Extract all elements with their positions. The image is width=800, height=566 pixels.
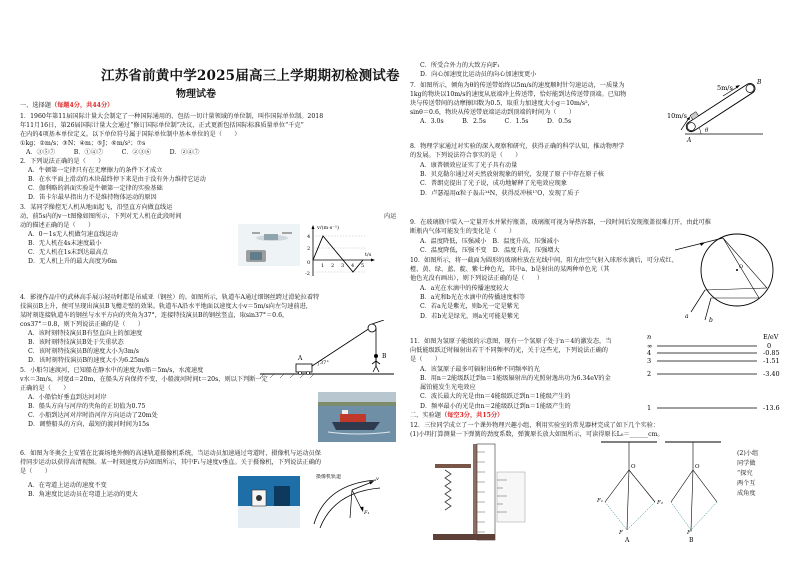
q9-options-cd: C．温度降低，压强不变 D．温度升高，压强增大 xyxy=(420,247,560,254)
q10-option-b: B．a光和b光在水滴中的传播速度相等 xyxy=(420,294,526,301)
q7-line3: 块与传送带间的动摩擦因数为0.5，取重力加速度大小g＝10m/s²， xyxy=(410,100,594,107)
q11-option-b-cont: 属铂能发生光电效应 xyxy=(420,384,476,391)
q6-v-label: v xyxy=(376,476,379,482)
conveyor-b: B xyxy=(757,79,762,86)
q7-line2: 1kg的物块以10m/s的速度从底端冲上传送带，恰好能到达传送带顶端。已知物 xyxy=(410,91,627,98)
q3-line2: 动，前5s内的v－t图像如图所示，下列对无人机在此段时间 xyxy=(20,213,182,220)
q4-pulley-figure xyxy=(258,320,396,382)
q3-option-d: D．无人机上升的最大高度为6m xyxy=(28,258,118,265)
q4-line1: 4．影视作品中的武林高手展示轻功时都是吊威亚（钢丝）的。如图所示，轨道车A通过细钢丝跨过滑轮拉着特 xyxy=(20,294,320,301)
drone-photo xyxy=(238,224,300,266)
q8-line1: 8．物理学家通过对实验的深入观察和研究，获得正确的科学认知，推动物理学 xyxy=(410,143,625,150)
q3-option-b: B．无人机在4s末速度最小 xyxy=(28,240,102,247)
force-b-o: O xyxy=(695,464,700,470)
q2-option-b: B．在水平面上滑动的木块最终停下来是由于没有外力维持它运动 xyxy=(28,176,206,183)
q6-track-diagram xyxy=(306,474,396,532)
force-experiment-figure xyxy=(595,440,725,544)
q8-option-d: D．卢瑟福用α粒子轰击¹⁴N，获得反冲核¹⁷O，发现了质子 xyxy=(420,190,580,197)
q4-line3: 某时刻连接轨道车的钢丝与水平方向的夹角为37°，连接特技演员B的钢丝竖直，取sin37°＝0.6， xyxy=(20,312,289,319)
q11-option-a: A．该氢原子最多可辐射出6种不同频率的光 xyxy=(420,366,540,373)
vt-xtick-4: 4 xyxy=(351,263,355,269)
q10-option-c: C．若a光是紫光，则b光一定是紫光 xyxy=(420,303,520,310)
q11-line3: 是（ ） xyxy=(410,356,441,363)
q11-line2: 向低能级跃迁时辐射出若干不同频率的光，关于这些光，下列说法正确的 xyxy=(410,347,608,354)
q4-option-b: B．该时刻特技演员B处于失重状态 xyxy=(28,339,124,346)
energy-e-label: E/eV xyxy=(763,333,779,341)
q12-side-line1: (2)小组 xyxy=(737,450,759,457)
q10-option-a: A．a光在水滴中的传播速度较大 xyxy=(420,285,509,292)
level-n-4: 4 xyxy=(647,349,652,357)
q4-label-a: A xyxy=(298,355,303,362)
q2-option-c: C．伽利略的斜面实验是牛顿第一定律的实验基础 xyxy=(28,185,163,192)
q1-options: A．③⑤⑦ B．①④⑦ C．②③⑥ D．②④⑦ xyxy=(26,149,200,156)
section-choice-label: 一、选择题 xyxy=(20,102,51,109)
q5-line2: v水＝3m/s，河宽d＝20m，在船头方向保持不变，小船渡河时间t＝20s，则以下判断一定 xyxy=(20,376,268,383)
q11-option-d: D．频率最小的光是由n＝2能级跃迁到n＝1能级产生的 xyxy=(420,403,571,410)
q6-option-c: C．所受合外力的大致方向F₁ xyxy=(420,62,500,69)
conveyor-theta: θ xyxy=(705,128,709,134)
vt-xtick-2: 2 xyxy=(331,263,335,269)
q2-option-a: A．牛顿第一定律只有在无摩擦力的条件下才成立 xyxy=(28,167,163,174)
q10-drop-figure xyxy=(675,218,790,323)
q4-option-a: A．该时刻特技演员B有竖直向上的加速度 xyxy=(28,330,143,337)
right-column xyxy=(405,0,800,566)
q7-line4: sinθ＝0.6，物块从传送带底端运动到顶端的时间为（ ） xyxy=(410,109,576,116)
spring-ruler-figure xyxy=(433,442,527,542)
q3-line3: 动的描述正确的是（ ） xyxy=(20,222,95,229)
conveyor-figure xyxy=(667,76,767,144)
q9-options-ab: A．温度降低，压强减小 B．温度升高，压强减小 xyxy=(420,238,559,245)
level-e-3: -1.51 xyxy=(763,357,780,365)
q11-line1: 11．如图为氢原子能级的示意图，现有一个氢原子处于n＝4的激发态，当 xyxy=(410,338,612,345)
q7-line1: 7．如图所示，倾角为θ的传送带始终以5m/s的速度顺时针匀速运动，一质量为 xyxy=(410,82,625,89)
q5-line3: 正确的是（ ） xyxy=(20,385,70,392)
level-e-1: -13.6 xyxy=(763,404,780,412)
level-n-inf: ∞ xyxy=(647,342,653,350)
vt-ytick-2: 2 xyxy=(307,246,311,252)
section-lab xyxy=(410,412,503,420)
q2-stem: 2．下列说法正确的是（ ） xyxy=(20,158,105,165)
q6-option-d: D．向心加速度比运动员的向心加速度更小 xyxy=(420,71,537,78)
q6-track-label: 摄像机轨道 xyxy=(316,474,342,480)
section-choice xyxy=(20,102,113,110)
q12-side-line3: “探究 xyxy=(737,470,753,477)
conveyor-v2: 10m/s xyxy=(667,112,687,120)
q4-label-angle: 37° xyxy=(320,360,329,366)
q5-option-d: D．调整船头的方向，最短的渡河时间为15s xyxy=(28,421,150,428)
q3-line1: 3．某同学操控无人机从地面起飞，沿竖直方向做直线运 xyxy=(20,204,173,211)
conveyor-v1: 5m/s xyxy=(717,84,733,92)
level-n-2: 2 xyxy=(647,370,652,378)
force-b-fp: F' xyxy=(687,530,693,536)
q12-side-line5: 成角度 xyxy=(737,490,756,497)
vt-xtick-3: 3 xyxy=(341,263,345,269)
force-label-a: A xyxy=(625,537,630,544)
q4-line2: 技演员B上升，便可呈现出演员B飞檐走壁的效果。轨道车A沿水平地面以速度大小v＝5m/s向左匀速前进， xyxy=(20,303,312,310)
q1-line4: ①kg；②m/s；③N；④m；⑤J；⑥m/s²；⑦s xyxy=(20,140,146,147)
vt-xtick-5: 5 xyxy=(361,263,365,269)
level-n-3: 3 xyxy=(647,357,652,365)
q10-line3: 他色光没有画出），则下列说法正确的是（ ） xyxy=(410,275,544,282)
force-a-o: O xyxy=(631,464,636,470)
q4-option-c: C．该时刻特技演员B的速度大小为3m/s xyxy=(28,348,139,355)
section-lab-note: （每空3分，共15分） xyxy=(440,412,504,419)
q4-label-b: B xyxy=(382,353,387,360)
boat-photo xyxy=(318,392,396,442)
force-a-f1: F₁ xyxy=(597,498,604,504)
level-n-1: 1 xyxy=(647,404,652,412)
q10-label-b: b xyxy=(709,317,713,323)
conveyor-a: A xyxy=(687,137,692,144)
vt-ylabel: v/(m·s⁻¹) xyxy=(317,225,339,231)
camera-track-photo xyxy=(238,476,300,528)
q2-option-d: D．笛卡尔最早指出力不是维持物体运动的原因 xyxy=(28,194,157,201)
q3-option-a: A．0～1s无人机做匀速直线运动 xyxy=(28,231,118,238)
q6-line3: 是（ ） xyxy=(20,468,51,475)
q1-line1: 1．1960年第11届国际计量大会制定了一种国际通用的、包括一切计量领域的单位制，叫作国际单位制。2018 xyxy=(20,113,324,120)
q6-option-b: B．角速度比运动员在弯道上运动的更大 xyxy=(28,491,138,498)
level-e-inf: 0 xyxy=(767,342,772,350)
q3-line2-tail: 内运 xyxy=(384,213,397,220)
vt-ytick-neg2: -2 xyxy=(305,271,310,277)
force-a-f: F xyxy=(619,530,623,536)
q10-label-o: O xyxy=(739,264,744,270)
q8-line2: 的发展。下列说法符合事实的是（ ） xyxy=(410,152,522,159)
q11-option-c: C．波长最大的光是由n＝4能级跃迁到n＝1能级产生的 xyxy=(420,393,571,400)
section-choice-note: （每题4分，共44分） xyxy=(50,102,114,109)
section-lab-label: 二、实验题 xyxy=(410,412,441,419)
q4-option-d: D．该时刻特技演员B的速度大小为6.25m/s xyxy=(28,357,150,364)
q10-line2: 橙、黄、绿、蓝、靛、紫七种色光，其中a、b是射出的某两种单色光（其 xyxy=(410,266,610,273)
level-e-4: -0.85 xyxy=(763,349,780,357)
q6-line1: 6．如图为冬奥会上安置在比赛场地外侧的高速轨道摄像机系统，当运动员加速通过弯道时，摄像机与运动员保 xyxy=(20,450,321,457)
q12-line2: (1)小明打算测量一下弹簧的劲度系数，弹簧原长放大如图所示，可读得原长L₀＝______cm。 xyxy=(410,431,664,438)
vt-ytick-0: 0 xyxy=(307,260,311,266)
q1-line3: 在内的4项基本单位定义。以下单位符号属于国际单位制中基本单位的是（ ） xyxy=(20,131,241,138)
q12-side-line4: 两个互 xyxy=(737,480,756,487)
q8-option-b: B．贝克勒尔通过对天然放射现象的研究，发现了原子中存在原子核 xyxy=(420,171,604,178)
page-subtitle: 物理试卷 xyxy=(176,89,216,100)
vt-ytick-4: 4 xyxy=(307,234,311,240)
q11-option-b: B．用n＝2能级跃迁到n＝1能级辐射出的光照射逸出功为6.34eV的金 xyxy=(420,375,611,382)
q4-line4: cos37°＝0.8，则下列说法正确的是（ ） xyxy=(20,321,144,328)
q9-line1: 9．在玻璃瓶中装入一定量开水并紧拧瓶盖，玻璃瓶可视为导热容器，一段时间后发现瓶盖很难打开，由此可推 xyxy=(410,219,711,226)
q10-line1: 10．如图所示，将一截面为圆形的玻璃柱放在光线中间，阳光由空气射入球形水滴后，可分成红、 xyxy=(410,257,678,264)
q5-option-a: A．小船恰好垂直到达河对岸 xyxy=(28,394,107,401)
vt-xlabel: t/s xyxy=(365,252,372,258)
level-e-2: -3.40 xyxy=(763,370,780,378)
q5-option-b: B．船头方向与河岸的夹角的正切值为0.75 xyxy=(28,403,146,410)
q6-line2: 持同步运动以获得高清视频。某一时刻速度方向如图所示，其中F₁与速度v垂直。关于摄像机，下列说法正确的 xyxy=(20,459,322,466)
force-label-b: B xyxy=(689,537,694,544)
q10-option-d: D．若b光是绿光，则a光可能是紫光 xyxy=(420,313,520,320)
q1-line2: 年11月16日，第26届国际计量大会通过“修订国际单位制”决议，正式更新包括国际标准质量单位“千克” xyxy=(20,122,304,129)
q12-side-line2: 同学做 xyxy=(737,460,756,467)
vt-xtick-1: 1 xyxy=(321,263,325,269)
q9-line2: 断瓶内气体可能发生的变化是（ ） xyxy=(410,228,516,235)
q7-options: A．3.0s B．2.5s C．1.5s D．0.5s xyxy=(420,118,572,125)
q6-f1-label: F₁ xyxy=(364,510,370,516)
page-title: 江苏省前黄中学2025届高三上学期期初检测试卷 xyxy=(101,68,400,84)
vt-graph xyxy=(305,222,377,280)
force-a-f2: F₂ xyxy=(657,500,664,506)
q12-line1: 12．三位同学成立了一个课外物理兴趣小组，利用实验室的常见器材完成了如下几个实验： xyxy=(410,422,660,429)
q10-label-a: a xyxy=(685,313,689,320)
q6-option-a: A．在弯道上运动的速度不变 xyxy=(28,482,107,489)
q3-option-c: C．无人机在1s末到达最高点 xyxy=(28,249,108,256)
q5-option-c: C．小船到达河对岸时沿河岸方向运动了20m处 xyxy=(28,412,158,419)
q5-line1: 5．小船匀速渡河，已知船在静水中的速度为v船＝5m/s，水流速度 xyxy=(20,367,204,374)
q8-option-c: C．普朗克提出了光子说，成功地解释了光电效应现象 xyxy=(420,180,568,187)
energy-n-label: n xyxy=(647,333,652,341)
q8-option-a: A．康普顿效应证实了光子具有动量 xyxy=(420,162,518,169)
energy-level-diagram xyxy=(643,332,793,416)
